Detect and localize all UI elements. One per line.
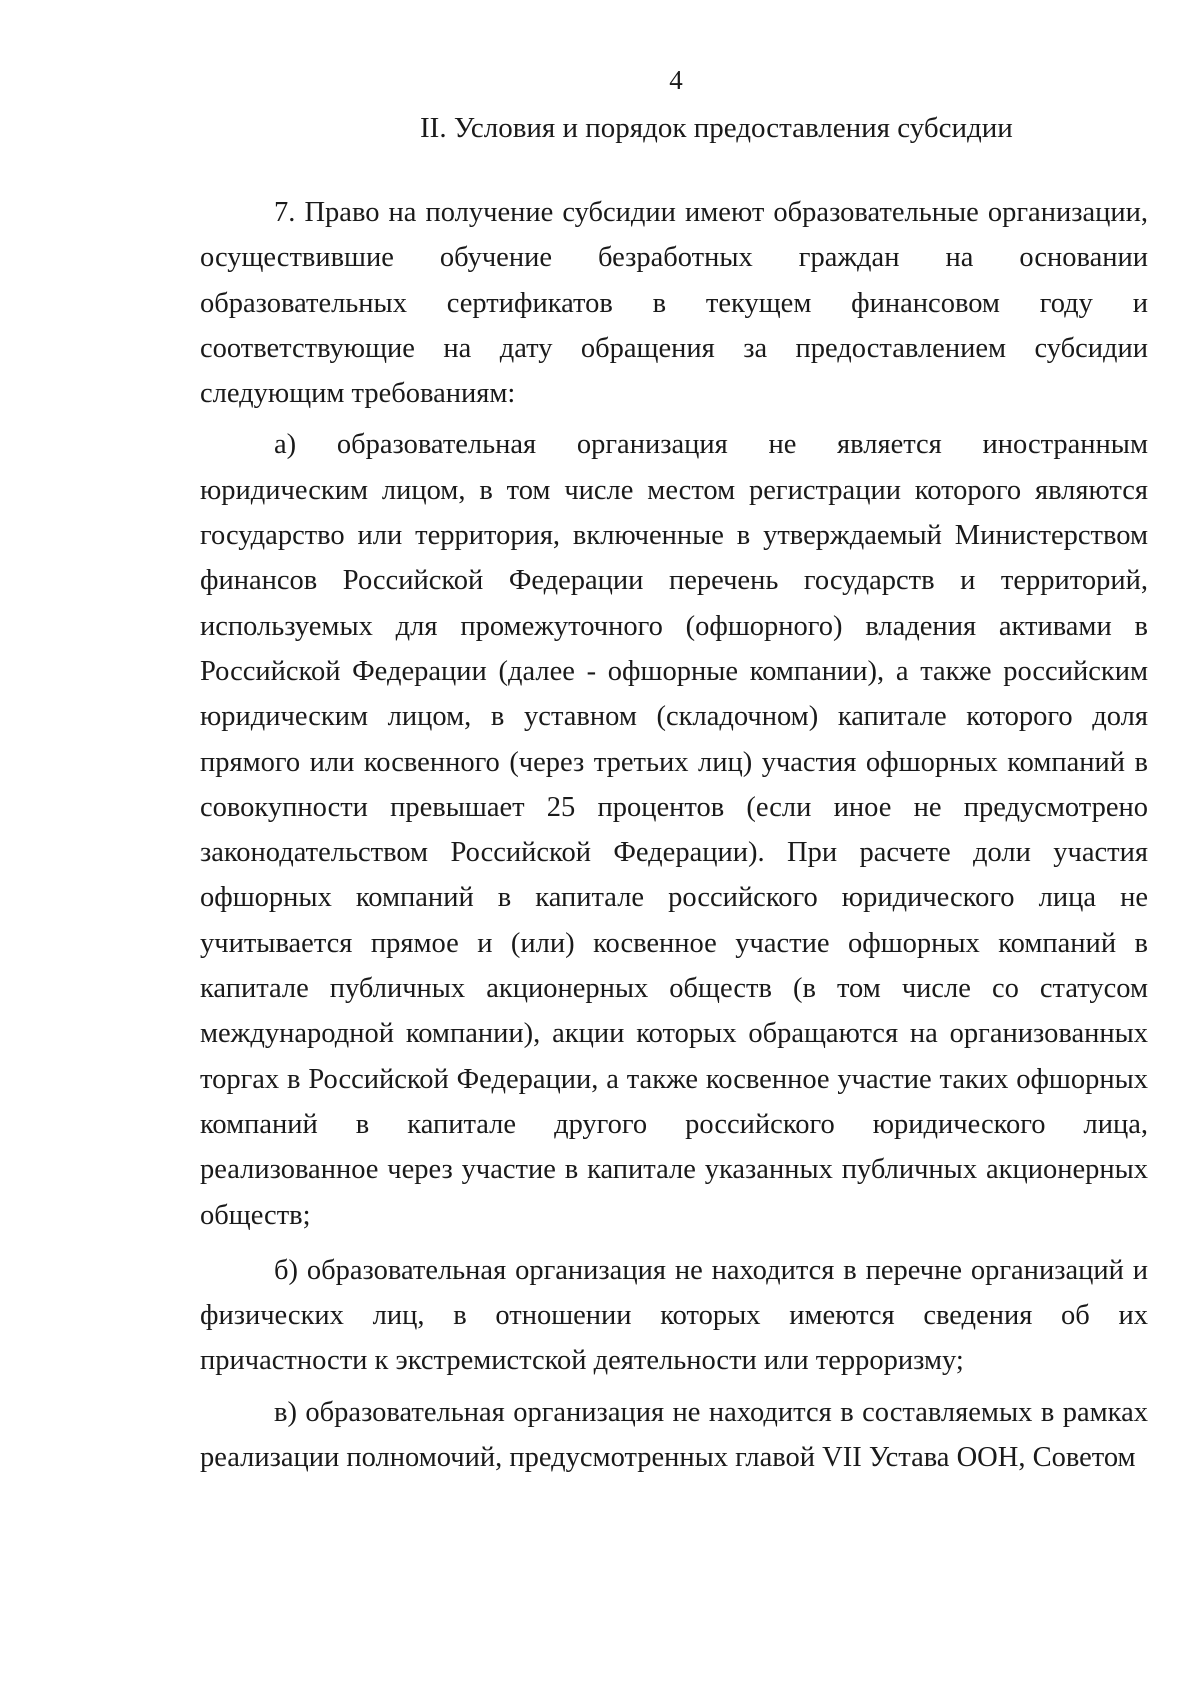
- section-title: II. Условия и порядок предоставления субсидии: [420, 112, 1013, 144]
- page-number: 4: [669, 65, 683, 95]
- paragraph-clause-7: 7. Право на получение субсидии имеют образовательные организации, осуществившие обучение безработных граждан на основании образовательных сертификатов в текущем финансовом году и соответствующие на дату обращения за предоставлением субсидии следующим требованиям:: [200, 197, 1148, 410]
- paragraph-subclause-b: б) образовательная организация не находится в перечне организаций и физических лиц, в отношении которых имеются сведения об их причастности к экстремистской деятельности или терроризму;: [200, 1254, 1148, 1377]
- body-text: [200, 190, 1148, 1480]
- paragraph-subclause-v: в) образовательная организация не находится в составляемых в рамках реализации полномочий, предусмотренных главой VII Устава ООН, Советом: [200, 1396, 1148, 1474]
- paragraph-subclause-a: а) образовательная организация не является иностранным юридическим лицом, в том числе местом регистрации которого являются государство или территория, включенные в утверждаемый Министерством финансов Российской Федерации перечень государств и территорий, используемых для промежуточного (офшорного) владения активами в Российской Федерации (далее - офшорные компании), а также российским юридическим лицом, в уставном (складочном) капитале которого доля прямого или косвенного (через третьих лиц) участия офшорных компаний в совокупности превышает 25 процентов (если иное не предусмотрено законодательством Российской Федерации). При расчете доли участия офшорных компаний в капитале российского юридического лица не учитывается прямое и (или) косвенное участие офшорных компаний в капитале публичных акционерных обществ (в том числе со статусом международной компании), акции которых обращаются на организованных торгах в Российской Федерации, а также косвенное участие таких офшорных компаний в капитале другого российского юридического лица, реализованное через участие в капитале указанных публичных акционерных обществ;: [200, 429, 1148, 1231]
